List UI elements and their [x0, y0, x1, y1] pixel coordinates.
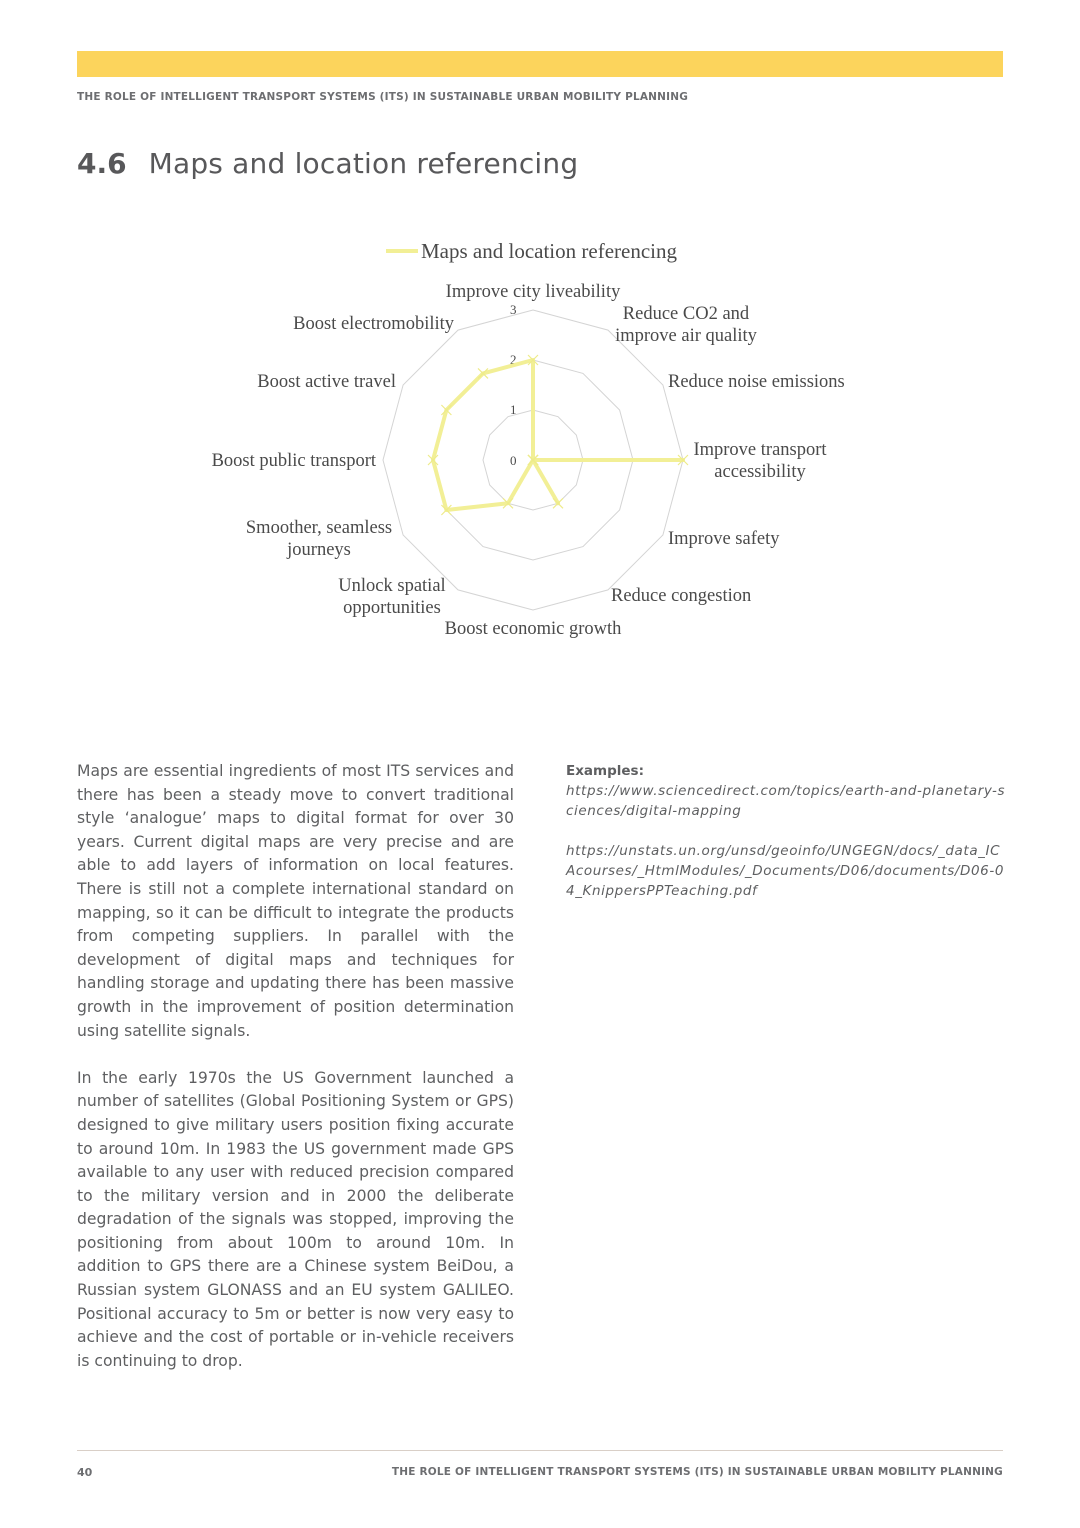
body-paragraph-2: In the early 1970s the US Government launched a number of satellites (Global Positioning System or GPS) designed to give military users position fixing accurate to around 10m. In 1983 the US government made GPS available to any user with reduced precision compared to the military version and in 2000 the deliberate degradation of the signals was stopped, improving the positioning from about 100m to around 10m. In addition to GPS there are a Chinese system BeiDou, a Russian system GLONASS and an EU system GALILEO. Positional accuracy to 5m or better is now very easy to achieve and the cost of portable or in-vehicle receivers is continuing to drop.	[77, 1068, 514, 1370]
axis-label-reduce-co2-line2: improve air quality	[615, 326, 757, 346]
axis-label-active-travel: Boost active travel	[257, 372, 396, 392]
body-paragraph-1: Maps are essential ingredients of most ITS services and there has been a steady move to convert traditional style ‘analogue’ maps to digital format for over 30 years. Current digital maps are very precise and are able to add layers of information on local features. There is still not a complete international standard on mapping, so it can be difficult to integrate the products from competing suppliers. In parallel with the development of digital maps and techniques for handling storage and updating there has been massive growth in the improvement of position determination using satellite signals.	[77, 762, 514, 1040]
body-text	[77, 760, 514, 1397]
category-labels	[212, 282, 845, 639]
axis-label-transport-accessibility: Improve transport	[693, 440, 827, 460]
series-line-maps	[433, 360, 683, 510]
tick-3: 3	[510, 302, 517, 317]
tick-1: 1	[510, 402, 517, 417]
chart-legend	[386, 239, 677, 263]
series-markers	[428, 355, 688, 515]
axis-label-spatial-opportunities-line2: opportunities	[343, 598, 441, 618]
axis-label-safety: Improve safety	[668, 529, 780, 549]
axis-label-noise-emissions: Reduce noise emissions	[668, 372, 845, 392]
page-number: 40	[77, 1466, 93, 1479]
radial-tick-labels	[510, 302, 517, 468]
tick-2: 2	[510, 352, 517, 367]
example-link-sciencedirect[interactable]: https://www.sciencedirect.com/topics/earth-and-planetary-sciences/digital-mapping	[566, 783, 1006, 819]
axis-label-transport-accessibility-line2: accessibility	[714, 462, 806, 482]
examples-label: Examples:	[566, 763, 644, 779]
legend-label: Maps and location referencing	[421, 239, 677, 263]
footer-running-title: THE ROLE OF INTELLIGENT TRANSPORT SYSTEMS (ITS) IN SUSTAINABLE URBAN MOBILITY PLANNING	[391, 1466, 1003, 1478]
axis-label-electromobility: Boost electromobility	[293, 314, 454, 334]
example-link-unstats[interactable]: https://unstats.un.org/unsd/geoinfo/UNGEGN/docs/_data_ICAcourses/_HtmlModules/_Documents/D06/documents/D06-04_KnippersPPTeaching.pdf	[566, 843, 1005, 899]
axis-label-seamless-journeys: Smoother, seamless	[245, 518, 393, 538]
axis-label-spatial-opportunities: Unlock spatial	[338, 576, 446, 596]
section-title: Maps and location referencing	[148, 147, 579, 180]
tick-0: 0	[510, 453, 517, 468]
axis-label-public-transport: Boost public transport	[211, 451, 376, 471]
axis-label-city-liveability: Improve city liveability	[445, 282, 621, 302]
axis-label-seamless-journeys-line2: journeys	[287, 540, 351, 560]
footer-divider	[77, 1450, 1003, 1451]
radar-chart	[0, 0, 1080, 700]
axis-label-economic-growth: Boost economic growth	[444, 619, 622, 639]
axis-label-reduce-co2: Reduce CO2 and	[622, 304, 750, 324]
section-number: 4.6	[77, 147, 127, 180]
examples-sidebar	[566, 761, 1006, 921]
running-header: THE ROLE OF INTELLIGENT TRANSPORT SYSTEMS (ITS) IN SUSTAINABLE URBAN MOBILITY PLANNING	[77, 91, 689, 103]
axis-label-congestion: Reduce congestion	[611, 586, 752, 606]
